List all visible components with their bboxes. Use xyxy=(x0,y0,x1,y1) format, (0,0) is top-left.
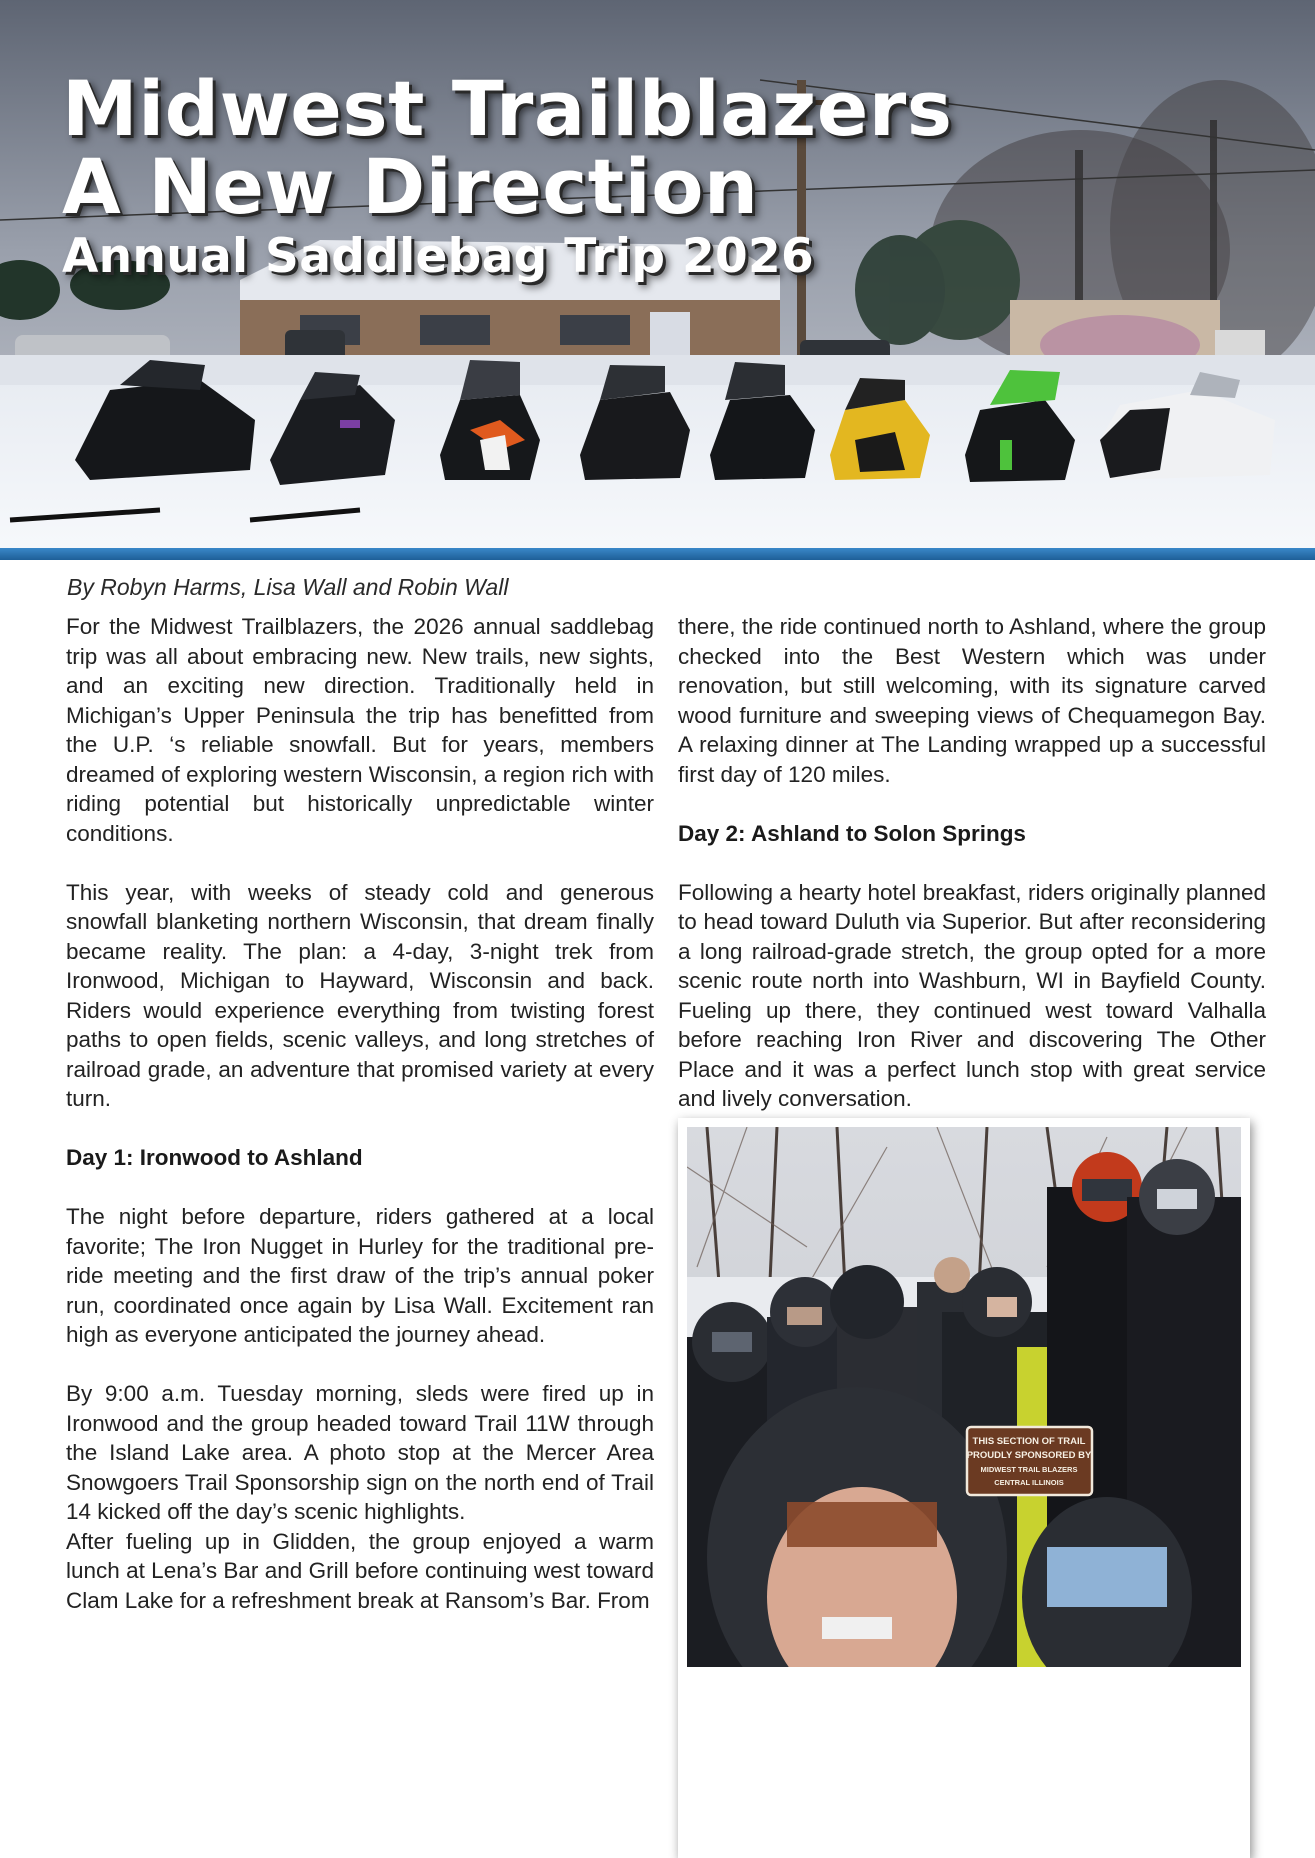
title-line-2: A New Direction xyxy=(62,141,759,231)
paragraph-intro: For the Midwest Trailblazers, the 2026 annual saddlebag trip was all about embracing new. New trails, new sights, and an exciting new direction. Traditionally held in Michigan’s Upper Peninsula the trip has benefitted from the U.P. ‘s reliable snowfall. But for years, members dreamed of exploring western Wisconsin, a region rich with riding potential but historically unpredictable winter conditions. xyxy=(66,614,654,846)
accent-divider-bar xyxy=(0,548,1315,560)
paragraph-day-2: Following a hearty hotel breakfast, riders originally planned to head toward Duluth via Superior. But after reconsidering a long railroad-grade stretch, the group opted for a more scenic route north into Washburn, WI in Bayfield County. Fueling up there, they continued west toward Valhalla before reaching Iron River and discovering The Other Place and it was a perfect lunch stop with great service and lively conversation. xyxy=(678,879,1266,1111)
trail-sponsor-sign xyxy=(967,1427,1092,1495)
group-selfie-photo xyxy=(687,1127,1241,1667)
heading-day-2: Day 2: Ashland to Solon Springs xyxy=(678,820,1026,846)
paragraph-night-before: The night before departure, riders gathered at a local favorite; The Iron Nugget in Hurley for the traditional pre-ride meeting and the first draw of the trip’s annual poker run, coordinated once again by Lisa Wall. Excitement ran high as everyone anticipated the journey ahead. xyxy=(66,1204,654,1347)
byline: By Robyn Harms, Lisa Wall and Robin Wall xyxy=(67,574,509,600)
paragraph-ashland: there, the ride continued north to Ashland, where the group checked into the Best Western which was under renovation, but still welcoming, with its signature carved wood furniture and sweeping views of Chequamegon Bay. A relaxing dinner at The Landing wrapped up a successful first day of 120 miles. xyxy=(678,614,1266,787)
sign-line-2: PROUDLY SPONSORED BY xyxy=(966,1450,1092,1461)
article-subtitle: Annual Saddlebag Trip 2026 xyxy=(62,229,814,285)
title-line-1: Midwest Trailblazers xyxy=(62,64,953,153)
article-title xyxy=(62,64,953,285)
sign-line-1: THIS SECTION OF TRAIL xyxy=(972,1436,1086,1447)
sign-line-4: CENTRAL ILLINOIS xyxy=(994,1478,1064,1487)
left-column xyxy=(66,612,654,1615)
paragraph-departure: By 9:00 a.m. Tuesday morning, sleds were fired up in Ironwood and the group headed toward Trail 11W through the Island Lake area. A photo stop at the Mercer Area Snowgoers Trail Sponsorship sign on the north end of Trail 14 kicked off the day’s scenic highlights. xyxy=(66,1381,654,1524)
paragraph-plan: This year, with weeks of steady cold and generous snowfall blanketing northern Wisconsin, that dream finally became reality. The plan: a 4-day, 3-night trek from Ironwood, Michigan to Hayward, Wisconsin and back. Riders would experience everything from twisting forest paths to open fields, scenic valleys, and long stretches of railroad grade, an adventure that promised variety at every turn. xyxy=(66,879,654,1111)
sign-line-3: MIDWEST TRAIL BLAZERS xyxy=(980,1465,1078,1474)
heading-day-1: Day 1: Ironwood to Ashland xyxy=(66,1145,363,1170)
group-photo-frame xyxy=(678,1118,1250,1858)
right-column xyxy=(678,612,1266,1114)
hero-photo xyxy=(0,0,1315,560)
paragraph-glidden: After fueling up in Glidden, the group enjoyed a warm lunch at Lena’s Bar and Grill before continuing west toward Clam Lake for a refreshment break at Ransom’s Bar. From xyxy=(66,1528,654,1613)
